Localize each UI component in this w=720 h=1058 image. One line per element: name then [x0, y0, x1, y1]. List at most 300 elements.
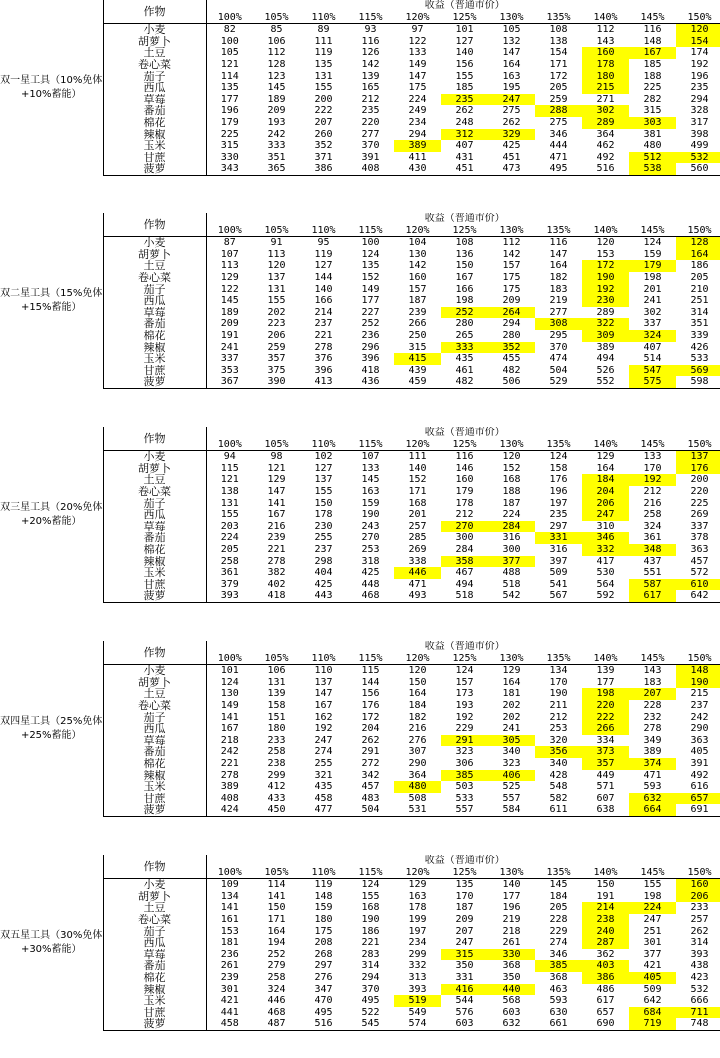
profit-cell: 426 [690, 341, 709, 353]
profit-cell: 494 [455, 578, 474, 590]
profit-cell: 222 [314, 105, 333, 117]
profit-cell: 129 [267, 474, 286, 486]
profit-cell: 428 [549, 769, 568, 781]
profit-cell: 225 [690, 497, 709, 509]
profit-cell: 112 [502, 237, 521, 249]
profit-cell: 201 [643, 283, 662, 295]
crop-name: 草莓 [103, 307, 206, 319]
profit-cell: 262 [502, 116, 521, 128]
profit-cell: 235 [690, 82, 709, 94]
profit-cell: 272 [361, 757, 380, 769]
profit-cell: 314 [690, 306, 709, 318]
profit-cell: 277 [549, 306, 568, 318]
profit-cell: 462 [596, 140, 615, 152]
profit-cell: 177 [220, 93, 239, 105]
price-percent-header: 150% [676, 439, 720, 451]
profit-cell: 406 [488, 770, 535, 782]
profit-cell: 294 [361, 971, 380, 983]
profit-cell: 172 [549, 70, 568, 82]
profit-cell: 167 [220, 723, 239, 735]
profit-cell: 171 [408, 485, 427, 497]
profit-cell: 198 [643, 271, 662, 283]
table-row [0, 984, 720, 996]
profit-cell: 564 [596, 578, 615, 590]
profit-cell: 187 [502, 497, 521, 509]
crop-name: 土豆 [103, 260, 206, 272]
profit-cell: 518 [441, 590, 488, 602]
profit-cell: 187 [455, 902, 474, 914]
profit-cell: 237 [314, 318, 333, 330]
profit-cell: 112 [596, 24, 615, 36]
profit-cell: 296 [361, 341, 380, 353]
profit-cell: 358 [441, 556, 488, 568]
price-percent-header: 145% [629, 439, 676, 451]
profit-cell: 211 [549, 699, 568, 711]
profit-cell: 247 [643, 913, 662, 925]
profit-cell: 97 [411, 24, 424, 36]
profit-cell: 221 [314, 329, 333, 341]
profit-cell: 124 [549, 451, 568, 463]
table-row [0, 47, 720, 59]
profit-cell: 131 [220, 497, 239, 509]
profit-cell: 457 [690, 555, 709, 567]
profit-cell: 348 [629, 544, 676, 556]
profit-cell: 368 [549, 971, 568, 983]
tool-block [0, 0, 720, 176]
profit-cell: 458 [314, 792, 333, 804]
price-percent-header: 120% [394, 867, 441, 879]
price-percent-header: 145% [629, 653, 676, 665]
profit-cell: 105 [502, 24, 521, 36]
table-row [0, 474, 720, 486]
profit-cell: 315 [441, 949, 488, 961]
table-row [0, 82, 720, 94]
profit-cell: 302 [643, 306, 662, 318]
profit-cell: 106 [267, 35, 286, 47]
profit-cell: 357 [267, 353, 286, 365]
profit-cell: 161 [220, 913, 239, 925]
profit-cell: 320 [549, 734, 568, 746]
profit-cell: 357 [582, 758, 629, 770]
table-row [0, 723, 720, 735]
crop-name: 玉米 [103, 140, 206, 152]
profit-cell: 314 [690, 937, 709, 949]
crop-name: 番茄 [103, 746, 206, 758]
profit-cell: 477 [300, 804, 347, 816]
profit-cell: 284 [488, 521, 535, 533]
profit-cell: 152 [408, 474, 427, 486]
profit-cell: 93 [364, 24, 377, 36]
profit-cell: 198 [455, 295, 474, 307]
profit-header: 收益（普通市价） [424, 427, 505, 438]
profit-cell: 503 [455, 781, 474, 793]
profit-cell: 389 [394, 140, 441, 152]
crop-name: 甘蔗 [103, 365, 206, 377]
profit-cell: 176 [549, 474, 568, 486]
profit-cell: 107 [361, 451, 380, 463]
profit-cell: 139 [267, 688, 286, 700]
profit-cell: 196 [690, 70, 709, 82]
price-percent-header: 105% [253, 225, 300, 237]
profit-cell: 282 [643, 93, 662, 105]
profit-cell: 407 [455, 140, 474, 152]
profit-cell: 196 [220, 105, 239, 117]
profit-cell: 509 [643, 983, 662, 995]
profit-cell: 364 [596, 128, 615, 140]
profit-cell: 307 [408, 746, 427, 758]
profit-cell: 160 [408, 271, 427, 283]
table-row [0, 521, 720, 533]
profit-cell: 179 [629, 260, 676, 272]
table-row [0, 949, 720, 961]
profit-cell: 381 [643, 128, 662, 140]
profit-cell: 242 [220, 746, 239, 758]
profit-cell: 252 [361, 318, 380, 330]
profit-cell: 269 [690, 509, 709, 521]
crop-name: 茄子 [103, 926, 206, 938]
table-row [0, 781, 720, 793]
price-percent-header: 110% [300, 867, 347, 879]
price-percent-header: 120% [394, 439, 441, 451]
profit-cell: 290 [408, 757, 427, 769]
table-row [0, 295, 720, 307]
profit-cell: 144 [314, 271, 333, 283]
profit-cell: 504 [347, 804, 394, 816]
profit-cell: 195 [502, 82, 521, 94]
profit-cell: 122 [408, 35, 427, 47]
profit-cell: 440 [488, 984, 535, 996]
profit-cell: 261 [502, 937, 521, 949]
profit-cell: 177 [502, 890, 521, 902]
profit-cell: 190 [676, 677, 720, 689]
profit-cell: 548 [549, 781, 568, 793]
table-row [0, 532, 720, 544]
profit-cell: 196 [549, 485, 568, 497]
profit-cell: 145 [549, 879, 568, 891]
profit-cell: 127 [314, 260, 333, 272]
profit-cell: 461 [455, 364, 474, 376]
crop-name: 辣椒 [103, 984, 206, 996]
profit-cell: 119 [314, 248, 333, 260]
profit-cell: 492 [596, 151, 615, 163]
profit-cell: 124 [455, 665, 474, 677]
profit-cell: 196 [502, 902, 521, 914]
crop-name: 甘蔗 [103, 152, 206, 164]
profit-cell: 156 [455, 58, 474, 70]
profit-cell: 458 [206, 1018, 253, 1030]
profit-cell: 276 [314, 971, 333, 983]
profit-cell: 239 [267, 532, 286, 544]
profit-cell: 340 [549, 757, 568, 769]
crop-name: 卷心菜 [103, 59, 206, 71]
crop-column-header: 作物 [103, 427, 206, 451]
profit-cell: 100 [220, 35, 239, 47]
profit-cell: 220 [690, 485, 709, 497]
profit-cell: 346 [549, 128, 568, 140]
profit-cell: 398 [690, 128, 709, 140]
table-row [0, 486, 720, 498]
profit-cell: 253 [361, 543, 380, 555]
profit-cell: 178 [408, 902, 427, 914]
yield-table [0, 427, 720, 603]
profit-cell: 333 [267, 140, 286, 152]
profit-cell: 642 [643, 995, 662, 1007]
profit-cell: 353 [220, 364, 239, 376]
profit-cell: 258 [643, 509, 662, 521]
profit-cell: 137 [676, 451, 720, 463]
price-percent-header: 105% [253, 653, 300, 665]
profit-cell: 242 [690, 711, 709, 723]
profit-cell: 116 [361, 35, 380, 47]
profit-cell: 212 [643, 485, 662, 497]
profit-cell: 382 [267, 567, 286, 579]
profit-cell: 191 [220, 329, 239, 341]
profit-cell: 175 [502, 271, 521, 283]
profit-cell: 152 [361, 271, 380, 283]
profit-cell: 253 [549, 723, 568, 735]
profit-cell: 262 [690, 925, 709, 937]
profit-cell: 494 [596, 353, 615, 365]
profit-cell: 179 [220, 116, 239, 128]
crop-column-header: 作物 [103, 855, 206, 879]
price-percent-header: 115% [347, 225, 394, 237]
table-row [0, 463, 720, 475]
profit-cell: 221 [361, 937, 380, 949]
profit-cell: 127 [314, 462, 333, 474]
profit-cell: 239 [220, 971, 239, 983]
profit-cell: 518 [502, 578, 521, 590]
yield-table [0, 855, 720, 1031]
profit-cell: 155 [643, 879, 662, 891]
tool-label: 双三星工具（20%免体+20%蓄能） [0, 427, 103, 602]
profit-cell: 275 [549, 116, 568, 128]
profit-cell: 157 [502, 260, 521, 272]
profit-cell: 185 [455, 82, 474, 94]
table-row [0, 914, 720, 926]
profit-cell: 632 [629, 793, 676, 805]
profit-cell: 302 [582, 105, 629, 117]
profit-cell: 657 [676, 793, 720, 805]
profit-cell: 130 [220, 688, 239, 700]
profit-cell: 107 [220, 248, 239, 260]
profit-cell: 664 [629, 804, 676, 816]
tool-block [0, 427, 720, 603]
profit-cell: 150 [314, 497, 333, 509]
profit-cell: 270 [441, 521, 488, 533]
profit-cell: 630 [549, 1006, 568, 1018]
table-row [0, 567, 720, 579]
profit-cell: 216 [408, 723, 427, 735]
crop-name: 棉花 [103, 117, 206, 129]
profit-cell: 170 [549, 676, 568, 688]
profit-cell: 603 [502, 1006, 521, 1018]
table-row [0, 712, 720, 724]
profit-cell: 299 [267, 769, 286, 781]
profit-cell: 616 [690, 781, 709, 793]
profit-cell: 168 [502, 474, 521, 486]
table-row [0, 804, 720, 816]
profit-cell: 167 [314, 699, 333, 711]
price-percent-header: 110% [300, 439, 347, 451]
profit-cell: 363 [690, 543, 709, 555]
profit-cell: 178 [314, 509, 333, 521]
profit-cell: 468 [347, 590, 394, 602]
profit-cell: 101 [455, 24, 474, 36]
profit-cell: 192 [314, 723, 333, 735]
profit-cell: 266 [408, 318, 427, 330]
profit-cell: 748 [676, 1018, 720, 1030]
profit-cell: 85 [270, 24, 283, 36]
crop-name: 西瓜 [103, 937, 206, 949]
profit-cell: 167 [267, 509, 286, 521]
profit-cell: 385 [535, 960, 582, 972]
profit-cell: 352 [488, 342, 535, 354]
profit-cell: 129 [502, 665, 521, 677]
crop-name: 菠萝 [103, 804, 206, 816]
profit-cell: 306 [455, 757, 474, 769]
profit-cell: 425 [502, 140, 521, 152]
profit-cell: 393 [408, 983, 427, 995]
profit-cell: 115 [361, 665, 380, 677]
price-percent-header: 120% [394, 12, 441, 24]
price-percent-header: 140% [582, 653, 629, 665]
profit-cell: 124 [643, 237, 662, 249]
profit-cell: 216 [643, 497, 662, 509]
price-percent-header: 140% [582, 439, 629, 451]
crop-name: 西瓜 [103, 295, 206, 307]
profit-cell: 219 [502, 913, 521, 925]
crop-name: 小麦 [103, 237, 206, 249]
crop-name: 西瓜 [103, 82, 206, 94]
profit-cell: 571 [596, 781, 615, 793]
profit-cell: 139 [361, 70, 380, 82]
profit-cell: 259 [267, 341, 286, 353]
profit-cell: 299 [408, 948, 427, 960]
profit-cell: 333 [441, 342, 488, 354]
price-percent-header: 100% [206, 12, 253, 24]
profit-cell: 274 [549, 937, 568, 949]
profit-cell: 142 [408, 260, 427, 272]
profit-cell: 163 [502, 70, 521, 82]
table-row [0, 365, 720, 377]
table-row [0, 272, 720, 284]
profit-cell: 365 [253, 163, 300, 175]
profit-cell: 582 [549, 792, 568, 804]
price-percent-header: 125% [441, 12, 488, 24]
crop-name: 棉花 [103, 330, 206, 342]
tool-label: 双五星工具（30%免体+30%蓄能） [0, 855, 103, 1030]
profit-cell: 224 [502, 509, 521, 521]
profit-cell: 222 [582, 712, 629, 724]
profit-cell: 283 [361, 948, 380, 960]
profit-cell: 141 [220, 711, 239, 723]
profit-cell: 180 [582, 71, 629, 83]
profit-cell: 235 [361, 105, 380, 117]
crop-name: 甘蔗 [103, 1007, 206, 1019]
table-row [0, 451, 720, 463]
table-row [0, 972, 720, 984]
profit-cell: 569 [676, 365, 720, 377]
profit-cell: 200 [314, 93, 333, 105]
profit-cell: 188 [643, 70, 662, 82]
table-row [0, 140, 720, 152]
profit-cell: 166 [314, 295, 333, 307]
profit-cell: 142 [502, 248, 521, 260]
profit-cell: 177 [596, 676, 615, 688]
profit-cell: 446 [394, 567, 441, 579]
profit-cell: 435 [455, 353, 474, 365]
profit-cell: 138 [220, 485, 239, 497]
profit-cell: 175 [314, 925, 333, 937]
profit-cell: 538 [629, 163, 676, 175]
profit-cell: 121 [267, 462, 286, 474]
profit-cell: 389 [220, 781, 239, 793]
profit-cell: 160 [676, 879, 720, 891]
price-percent-header: 115% [347, 653, 394, 665]
table-row [0, 249, 720, 261]
profit-cell: 551 [643, 567, 662, 579]
table-row [0, 544, 720, 556]
profit-cell: 632 [488, 1018, 535, 1030]
profit-cell: 121 [220, 58, 239, 70]
profit-cell: 260 [314, 128, 333, 140]
profit-cell: 471 [408, 578, 427, 590]
profit-cell: 443 [300, 590, 347, 602]
crop-column-header: 作物 [103, 0, 206, 24]
profit-cell: 403 [582, 960, 629, 972]
crop-name: 辣椒 [103, 129, 206, 141]
profit-cell: 291 [441, 735, 488, 747]
profit-cell: 175 [408, 82, 427, 94]
profit-cell: 352 [314, 140, 333, 152]
profit-cell: 368 [502, 960, 521, 972]
profit-cell: 417 [596, 555, 615, 567]
profit-cell: 593 [549, 995, 568, 1007]
table-row [0, 342, 720, 354]
crop-name: 菠萝 [103, 163, 206, 175]
profit-cell: 350 [455, 960, 474, 972]
profit-cell: 164 [502, 676, 521, 688]
table-row [0, 677, 720, 689]
profit-cell: 247 [582, 509, 629, 521]
profit-cell: 145 [220, 295, 239, 307]
crop-name: 胡萝卜 [103, 463, 206, 475]
profit-cell: 172 [361, 711, 380, 723]
profit-cell: 157 [455, 676, 474, 688]
tool-label: 双一星工具（10%免体+10%蓄能） [0, 0, 103, 175]
profit-cell: 144 [361, 676, 380, 688]
profit-cell: 418 [253, 590, 300, 602]
profit-cell: 249 [408, 105, 427, 117]
profit-cell: 191 [596, 890, 615, 902]
profit-cell: 203 [220, 520, 239, 532]
profit-cell: 105 [220, 47, 239, 59]
profit-cell: 533 [690, 353, 709, 365]
profit-cell: 155 [455, 70, 474, 82]
profit-cell: 418 [361, 364, 380, 376]
price-percent-header: 130% [488, 12, 535, 24]
price-percent-header: 100% [206, 439, 253, 451]
profit-cell: 176 [676, 463, 720, 475]
profit-cell: 113 [220, 260, 239, 272]
profit-cell: 567 [535, 590, 582, 602]
profit-cell: 199 [408, 913, 427, 925]
profit-cell: 642 [676, 590, 720, 602]
profit-cell: 142 [361, 58, 380, 70]
profit-cell: 164 [596, 462, 615, 474]
profit-cell: 437 [643, 555, 662, 567]
profit-cell: 111 [408, 451, 427, 463]
